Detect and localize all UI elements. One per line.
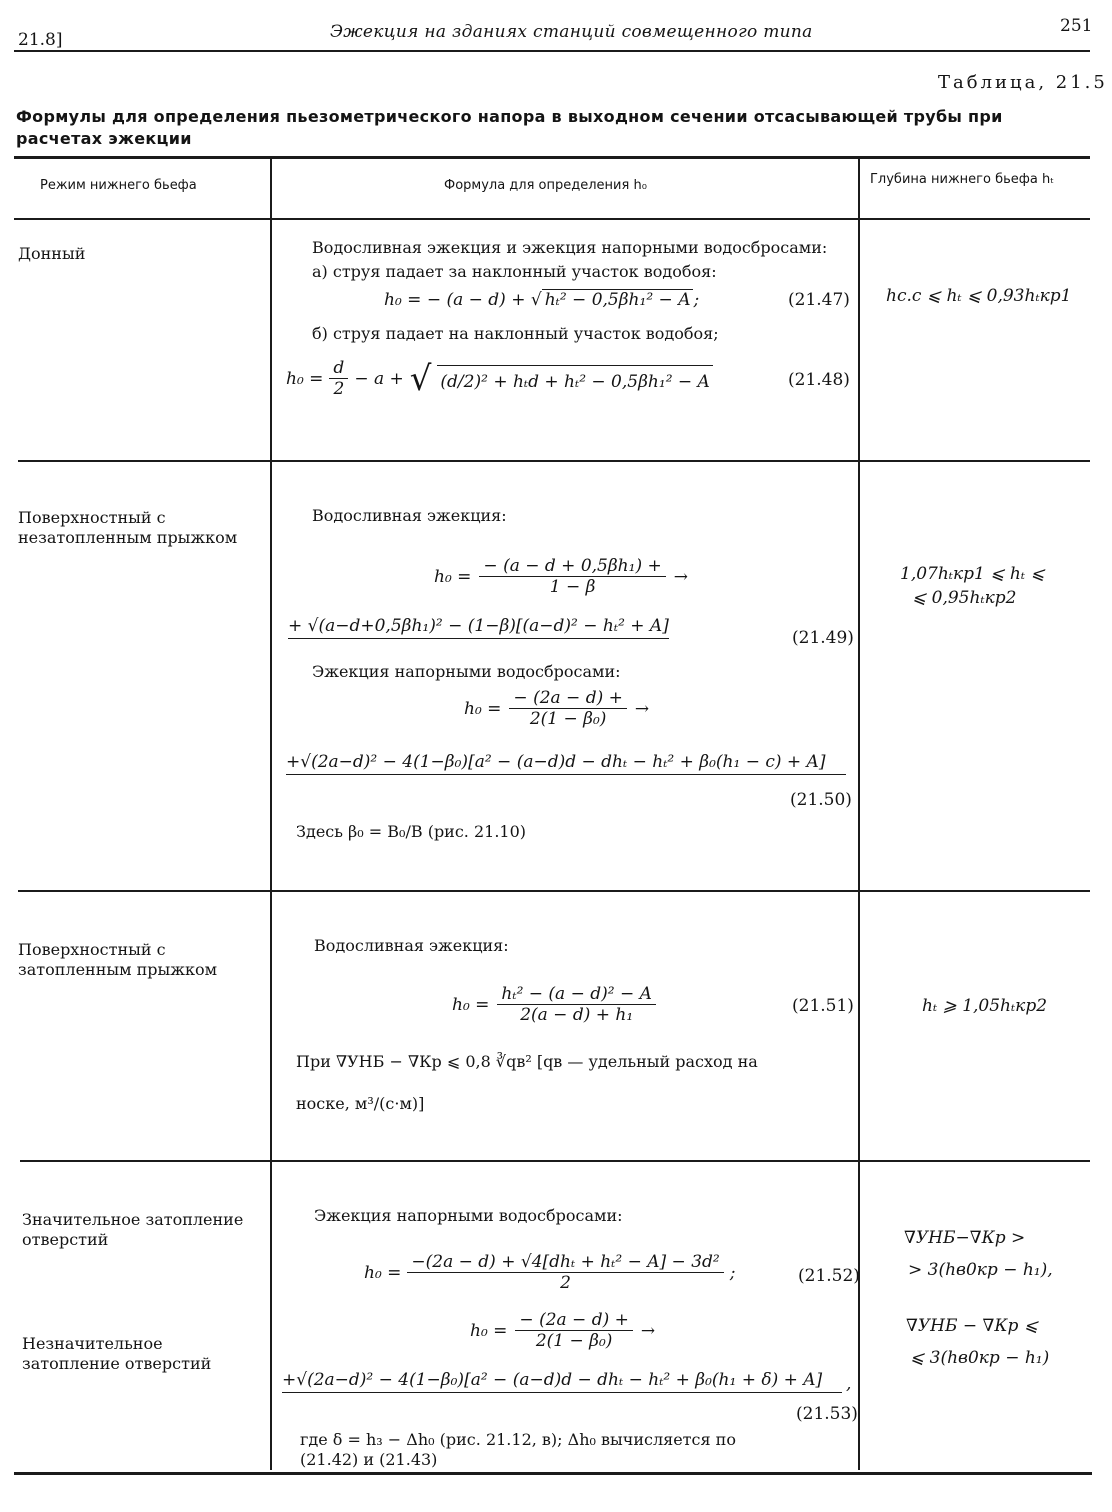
table-caption: Формулы для определения пьезометрического напора в выходном сечении отсасывающей трубы при расчетах эжекции xyxy=(16,107,1003,148)
eq-21-48-numerator: d xyxy=(329,358,348,379)
arrow-right-icon: → xyxy=(634,698,650,719)
row2-note: Здесь β₀ = B₀/B (рис. 21.10) xyxy=(296,822,527,841)
table-head-rule xyxy=(14,218,1090,220)
row4-where-2: (21.42) и (21.43) xyxy=(300,1450,438,1469)
eq-21-51-numerator: hₜ² − (a − d)² − A xyxy=(497,984,656,1005)
eq-21-50-denominator: 2(1 − β₀) xyxy=(529,709,607,729)
row-rule-2 xyxy=(18,890,1090,892)
eq-21-47-radicand: hₜ² − 0,5βh₁² − A xyxy=(542,289,694,310)
eq-21-53-end: , xyxy=(846,1374,852,1394)
eq-21-53-denominator: 2(1 − β₀) xyxy=(535,1331,613,1351)
arrow-right-icon: → xyxy=(640,1320,656,1341)
eq-21-50-head xyxy=(464,688,649,729)
eq-21-53-number: (21.53) xyxy=(796,1404,858,1424)
row4-intro: Эжекция напорными водосбросами: xyxy=(314,1206,623,1225)
row3-condition-2: носке, м³/(с·м)] xyxy=(296,1094,425,1113)
eq-21-49-denominator: 1 − β xyxy=(549,577,596,597)
row3-depth: hₜ ⩾ 1,05hₜкр2 xyxy=(922,996,1048,1016)
radical-icon: √ xyxy=(409,358,432,399)
table-label: Таблица, 21.5 xyxy=(938,72,1108,93)
eq-21-48-number: (21.48) xyxy=(788,370,850,390)
column-head-formula: Формула для определения h₀ xyxy=(444,178,647,193)
row4-depth-1a: ∇УНБ−∇Кр > xyxy=(904,1228,1026,1248)
eq-21-50-numerator: − (2a − d) + xyxy=(509,688,626,709)
eq-21-48-denominator: 2 xyxy=(333,379,345,399)
row4-depth-2a: ∇УНБ − ∇Кр ⩽ xyxy=(906,1316,1039,1336)
eq-21-49-head xyxy=(434,556,688,597)
row2-depth-line1: 1,07hₜкр1 ⩽ hₜ ⩽ xyxy=(900,564,1045,584)
eq-21-53-numerator: − (2a − d) + xyxy=(515,1310,632,1331)
row3-condition-1: При ∇УНБ − ∇Кр ⩽ 0,8 ∛qв² [qв — удельный расход на xyxy=(296,1052,758,1071)
row4-mode-2: Незначительное затопление отверстий xyxy=(22,1334,212,1373)
running-title: Эжекция на зданиях станций совмещенного типа xyxy=(330,22,813,42)
row2-mode: Поверхностный с незатопленным прыжком xyxy=(18,508,238,547)
eq-21-52-lhs: h₀ = xyxy=(364,1262,402,1283)
row4-depth-2b: ⩽ 3(hв0кр − h₁) xyxy=(910,1348,1050,1368)
table-bottom-rule xyxy=(14,1472,1092,1475)
table-top-rule xyxy=(14,156,1090,159)
eq-21-51-denominator: 2(a − d) + h₁ xyxy=(520,1005,634,1025)
eq-21-52-numerator: −(2a − d) + √4[dhₜ + hₜ² − A] − 3d² xyxy=(407,1252,723,1273)
eq-21-48-lhs: h₀ = xyxy=(286,368,324,389)
eq-21-48-middle: − a + xyxy=(354,368,404,389)
eq-21-51-number: (21.51) xyxy=(792,996,854,1016)
eq-21-52-end: ; xyxy=(729,1262,736,1283)
row1-depth: hс.с ⩽ hₜ ⩽ 0,93hₜкр1 xyxy=(886,286,1072,306)
row3-mode: Поверхностный с затопленным прыжком xyxy=(18,940,218,979)
section-number: 21.8] xyxy=(18,30,63,50)
eq-21-49-continuation: + √(a−d+0,5βh₁)² − (1−β)[(a−d)² − hₜ² + A] xyxy=(288,616,669,639)
eq-21-47-lhs: h₀ = − (a − d) + √ xyxy=(384,290,542,310)
eq-21-50-lhs: h₀ = xyxy=(464,698,502,719)
eq-21-48 xyxy=(286,358,713,399)
column-head-mode: Режим нижнего бьефа xyxy=(40,178,197,193)
eq-21-51 xyxy=(452,984,656,1025)
eq-21-52-number: (21.52) xyxy=(798,1266,860,1286)
row2-intro: Водосливная эжекция: xyxy=(312,506,507,525)
arrow-right-icon: → xyxy=(673,566,688,587)
row1-mode: Донный xyxy=(18,244,86,263)
eq-21-53-continuation: +√(2a−d)² − 4(1−β₀)[a² − (a−d)d − dhₜ − hₜ² + β₀(h₁ + δ) + A] xyxy=(282,1370,842,1393)
row1-case-a: а) струя падает за наклонный участок водобоя: xyxy=(312,262,717,281)
row4-depth-1b: > 3(hв0кр − h₁), xyxy=(908,1260,1053,1280)
eq-21-52-denominator: 2 xyxy=(560,1273,571,1293)
eq-21-49-numerator: − (a − d + 0,5βh₁) + xyxy=(479,556,665,577)
row3-intro: Водосливная эжекция: xyxy=(314,936,509,955)
eq-21-49-number: (21.49) xyxy=(792,628,854,648)
eq-21-48-radicand: (d/2)² + hₜd + hₜ² − 0,5βh₁² − A xyxy=(437,365,712,392)
eq-21-53-lhs: h₀ = xyxy=(470,1320,508,1341)
column-head-depth: Глубина нижнего бьефа hₜ xyxy=(870,172,1055,187)
eq-21-50-number: (21.50) xyxy=(790,790,852,810)
eq-21-49-lhs: h₀ = xyxy=(434,566,472,587)
row2-depth-line2: ⩽ 0,95hₜкр2 xyxy=(912,588,1017,608)
header-rule xyxy=(14,50,1090,52)
eq-21-53-head xyxy=(470,1310,655,1351)
row1-intro: Водосливная эжекция и эжекция напорными водосбросами: xyxy=(312,238,828,257)
page-number: 251 xyxy=(1060,16,1093,36)
eq-21-47 xyxy=(384,290,699,310)
row2-intro-2: Эжекция напорными водосбросами: xyxy=(312,662,621,681)
row-rule-3 xyxy=(20,1160,1090,1162)
eq-21-50-continuation: +√(2a−d)² − 4(1−β₀)[a² − (a−d)d − dhₜ − hₜ² + β₀(h₁ − c) + A] xyxy=(286,752,846,775)
eq-21-51-lhs: h₀ = xyxy=(452,994,490,1015)
row4-where-1: где δ = h₃ − Δh₀ (рис. 21.12, в); Δh₀ вычисляется по xyxy=(300,1430,736,1449)
eq-21-52 xyxy=(364,1252,735,1293)
row-rule-1 xyxy=(18,460,1090,462)
row1-case-b: б) струя падает на наклонный участок водобоя; xyxy=(312,324,719,343)
eq-21-47-number: (21.47) xyxy=(788,290,850,310)
column-divider-1 xyxy=(270,158,272,1470)
eq-21-47-end: ; xyxy=(693,290,700,310)
row4-mode-1: Значительное затопление отверстий xyxy=(22,1210,244,1249)
